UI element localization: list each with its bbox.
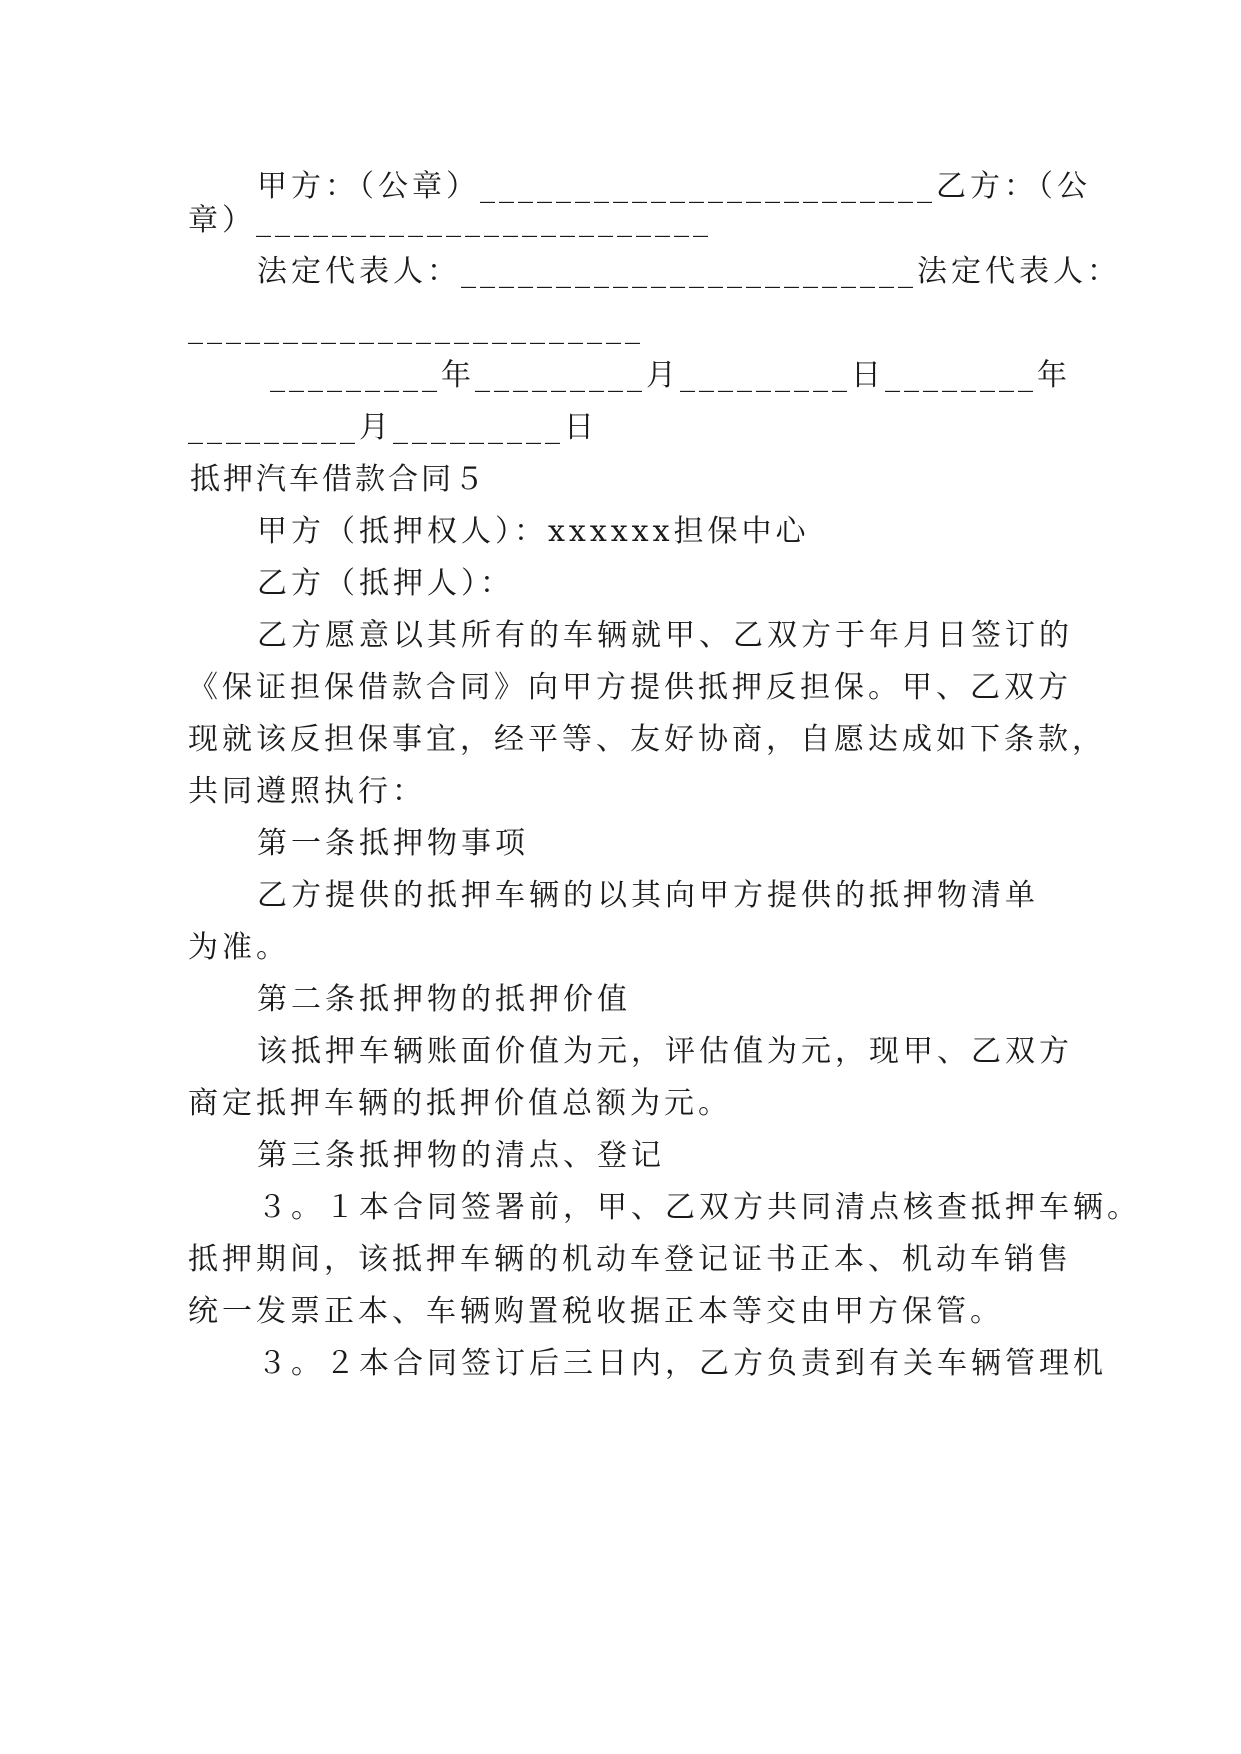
signature-line-party-b-seal-cont: 章）________________________ (188, 203, 712, 238)
paragraph-line: 《保证担保借款合同》向甲方提供抵押反担保。甲、乙双方 (188, 670, 1072, 705)
paragraph-line: ３。１本合同签署前，甲、乙双方共同清点核查抵押车辆。 (257, 1190, 1141, 1225)
party-a-line: 甲方（抵押权人）：xxxxxx担保中心 (257, 514, 810, 549)
date-line: _________年_________月_________日________年 (270, 358, 1071, 393)
date-line-cont: _________月_________日 (188, 410, 598, 445)
paragraph-line: 统一发票正本、车辆购置税收据正本等交由甲方保管。 (188, 1294, 1004, 1329)
signature-line-party-a-seal: 甲方：（公章）________________________乙方：（公 (257, 169, 1091, 204)
paragraph-line: 抵押期间，该抵押车辆的机动车登记证书正本、机动车销售 (188, 1242, 1072, 1277)
paragraph-line: 商定抵押车辆的抵押价值总额为元。 (188, 1086, 732, 1121)
section-title: 抵押汽车借款合同５ (190, 462, 487, 497)
signature-line-legal-rep: 法定代表人：________________________法定代表人： (257, 254, 1121, 289)
paragraph-line: 乙方提供的抵押车辆的以其向甲方提供的抵押物清单 (257, 878, 1039, 913)
article-heading: 第三条抵押物的清点、登记 (257, 1138, 665, 1173)
article-heading: 第一条抵押物事项 (257, 826, 529, 861)
party-b-line: 乙方（抵押人）： (257, 566, 514, 601)
paragraph-line: 为准。 (188, 930, 290, 965)
signature-line-legal-rep-cont: ________________________ (188, 310, 644, 345)
paragraph-line: 乙方愿意以其所有的车辆就甲、乙双方于年月日签订的 (257, 618, 1073, 653)
paragraph-line: 共同遵照执行： (188, 774, 426, 809)
paragraph-line: 现就该反担保事宜，经平等、友好协商，自愿达成如下条款， (188, 722, 1106, 757)
paragraph-line: ３。２本合同签订后三日内，乙方负责到有关车辆管理机 (257, 1346, 1107, 1381)
article-heading: 第二条抵押物的抵押价值 (257, 982, 631, 1017)
paragraph-line: 该抵押车辆账面价值为元，评估值为元，现甲、乙双方 (257, 1034, 1073, 1069)
